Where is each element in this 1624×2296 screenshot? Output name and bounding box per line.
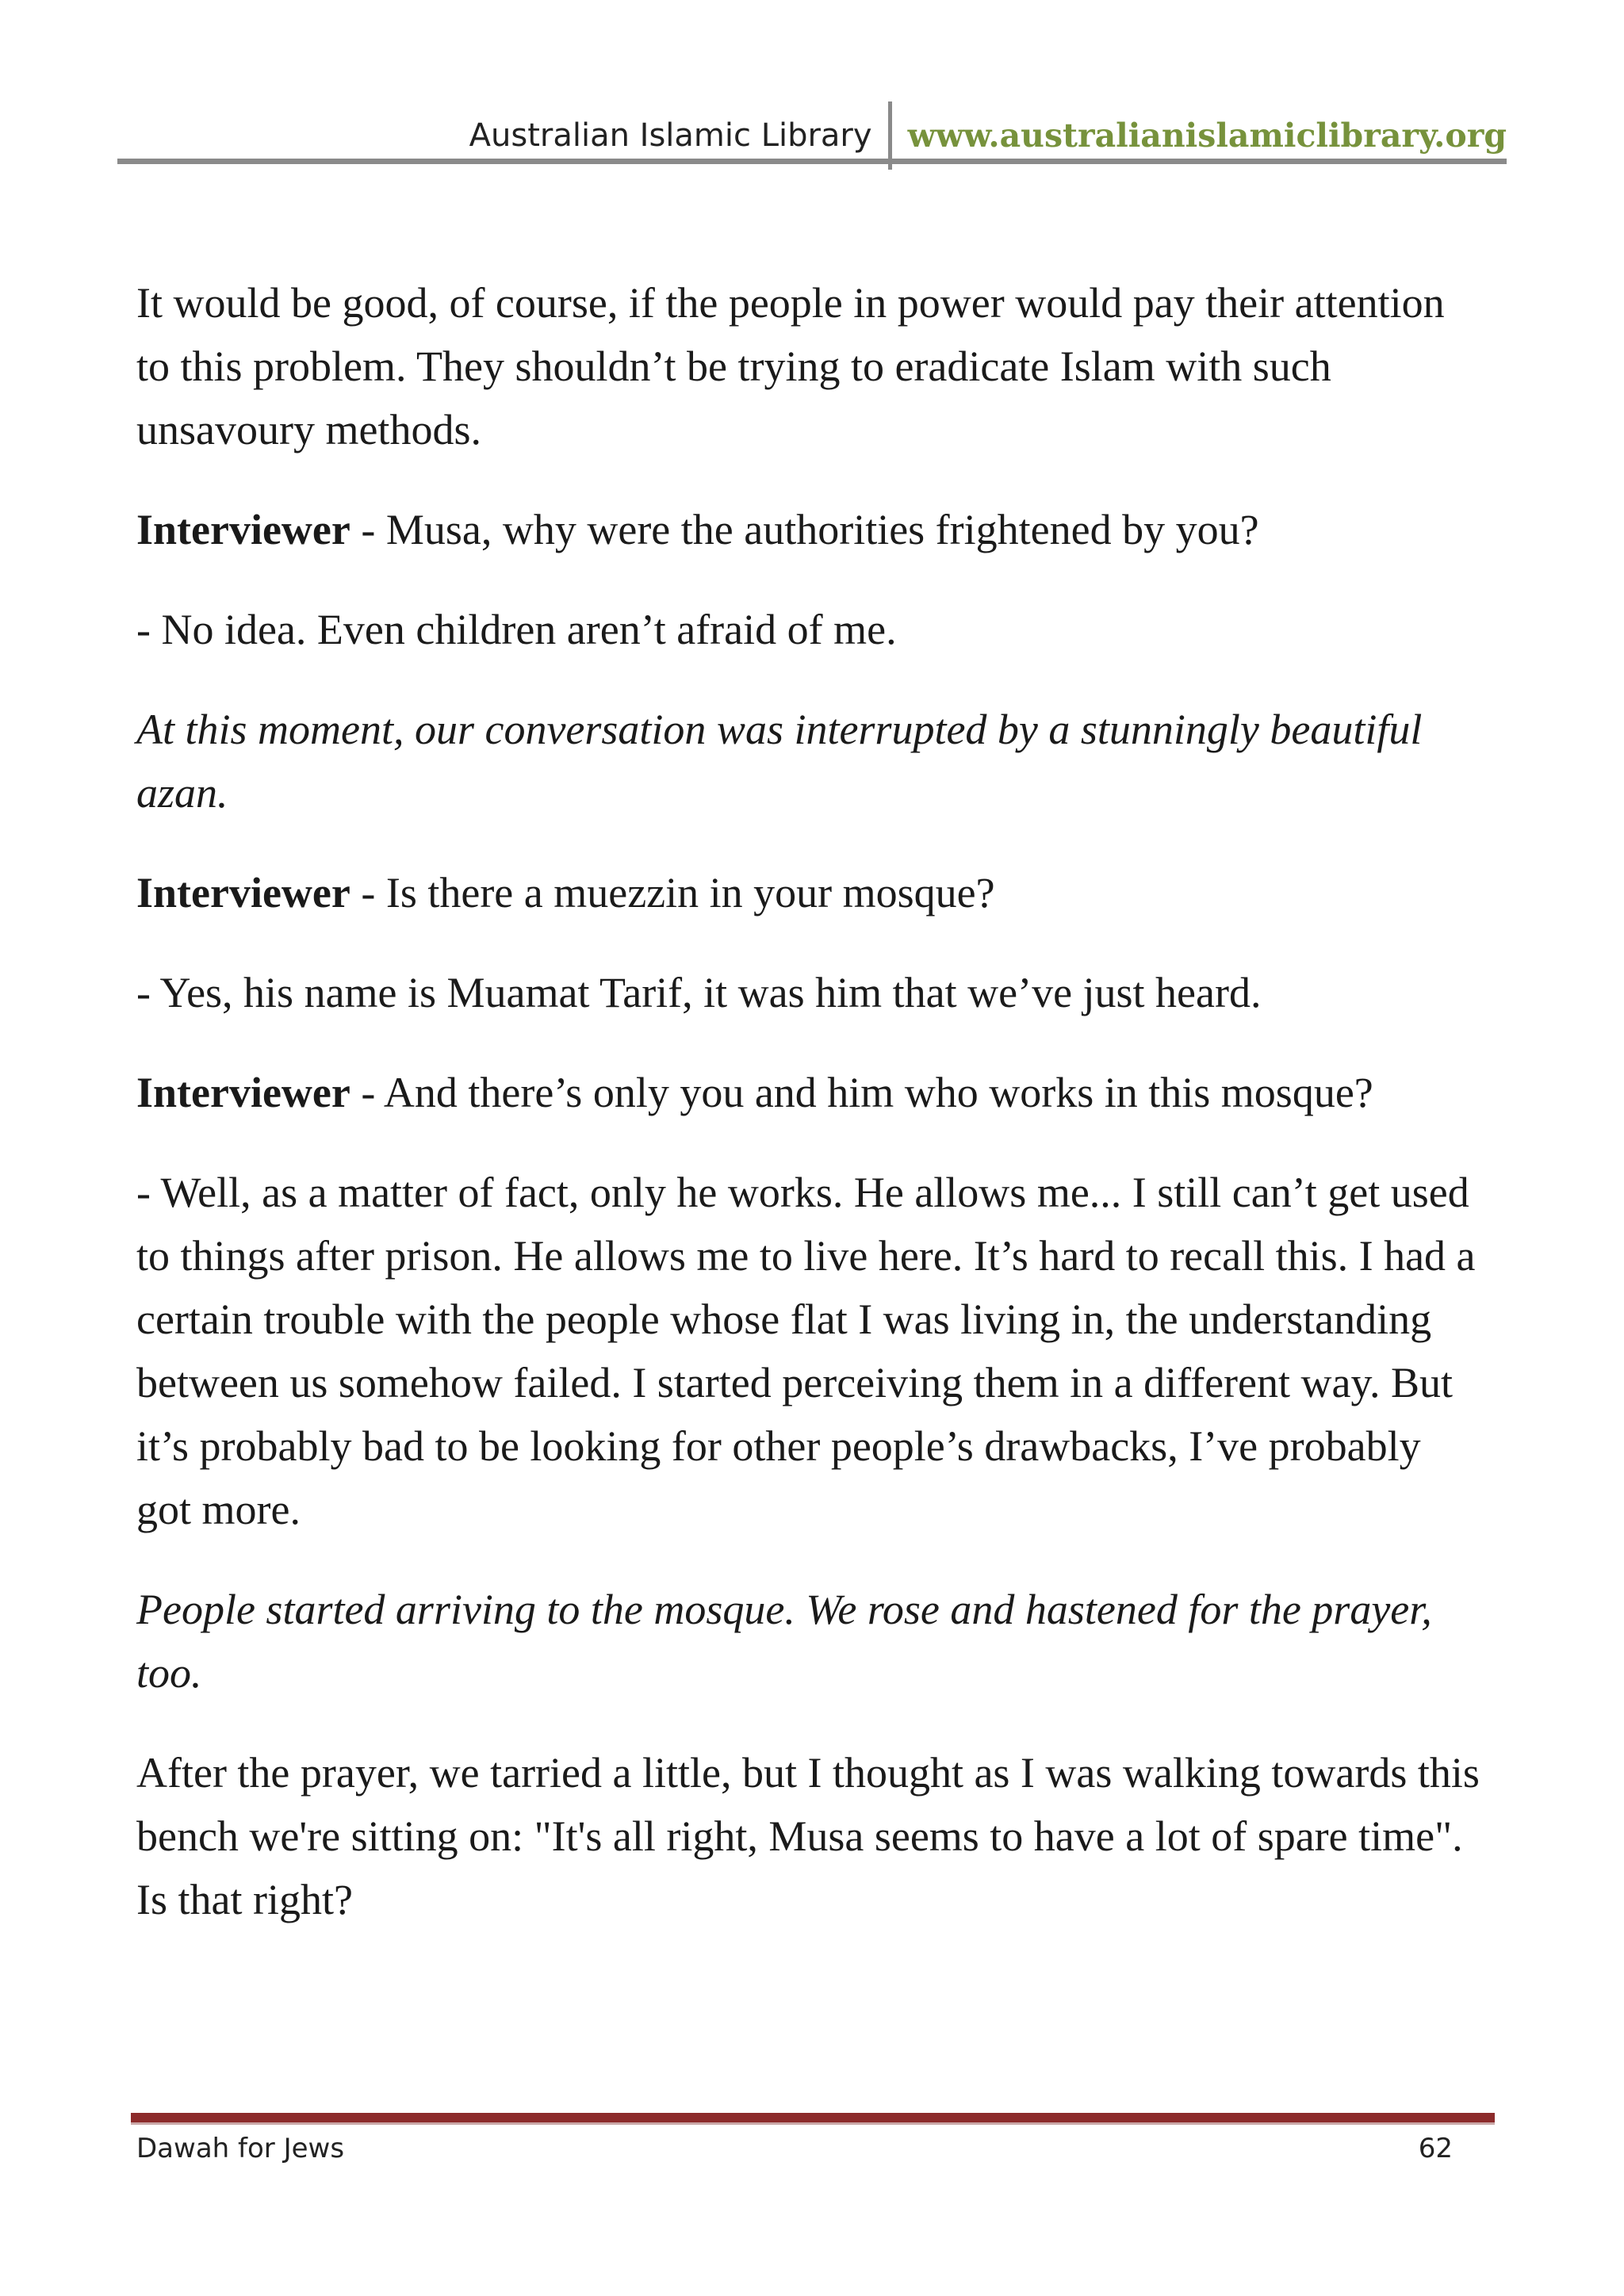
paragraph xyxy=(136,271,1484,461)
paragraph-text: At this moment, our conversation was interrupted by a stunningly beautiful azan. xyxy=(136,706,1423,817)
paragraph-text: - Yes, his name is Muamat Tarif, it was him that we’ve just heard. xyxy=(136,969,1262,1016)
paragraph xyxy=(136,1061,1484,1124)
paragraph xyxy=(136,961,1484,1024)
footer-page-number: 62 xyxy=(1418,2133,1453,2164)
page-header xyxy=(117,95,1507,166)
header-url-link[interactable]: www.australianislamiclibrary.org xyxy=(907,117,1507,155)
paragraph xyxy=(136,598,1484,661)
paragraph-text: - And there’s only you and him who works in this mosque? xyxy=(350,1069,1373,1116)
header-library-name: Australian Islamic Library xyxy=(469,117,872,154)
paragraph-text: People started arriving to the mosque. We rose and hastened for the prayer, too. xyxy=(136,1586,1432,1697)
narration-paragraph xyxy=(136,1578,1484,1705)
paragraph-text: - No idea. Even children aren’t afraid of me. xyxy=(136,606,897,653)
paragraph xyxy=(136,861,1484,924)
paragraph-text: It would be good, of course, if the people in power would pay their attention to this problem. They shouldn’t be trying to eradicate Islam with such unsavoury methods. xyxy=(136,279,1445,453)
paragraph-text: - Musa, why were the authorities frightened by you? xyxy=(350,506,1259,553)
header-rule xyxy=(117,159,1507,164)
paragraph-text: - Well, as a matter of fact, only he works. He allows me... I still can’t get used to things after prison. He allows me to live here. It’s hard to recall this. I had a certain trouble with the people whose flat I was living in, the understanding between us somehow failed. I started perceiving them in a different way. But it’s probably bad to be looking for other people’s drawbacks, I’ve probably got more. xyxy=(136,1169,1476,1533)
speaker-label: Interviewer xyxy=(136,506,350,553)
page-body xyxy=(136,271,1484,1968)
speaker-label: Interviewer xyxy=(136,1069,350,1116)
page-footer xyxy=(136,2133,1453,2164)
narration-paragraph xyxy=(136,698,1484,825)
footer-rule xyxy=(131,2113,1495,2122)
paragraph-text: - Is there a muezzin in your mosque? xyxy=(350,869,995,916)
paragraph xyxy=(136,1161,1484,1541)
paragraph xyxy=(136,498,1484,561)
paragraph xyxy=(136,1741,1484,1931)
footer-book-title: Dawah for Jews xyxy=(136,2133,345,2164)
speaker-label: Interviewer xyxy=(136,869,350,916)
paragraph-text: After the prayer, we tarried a little, but I thought as I was walking towards this bench we're sitting on: "It's all right, Musa seems to have a lot of spare time". Is that right? xyxy=(136,1749,1480,1923)
